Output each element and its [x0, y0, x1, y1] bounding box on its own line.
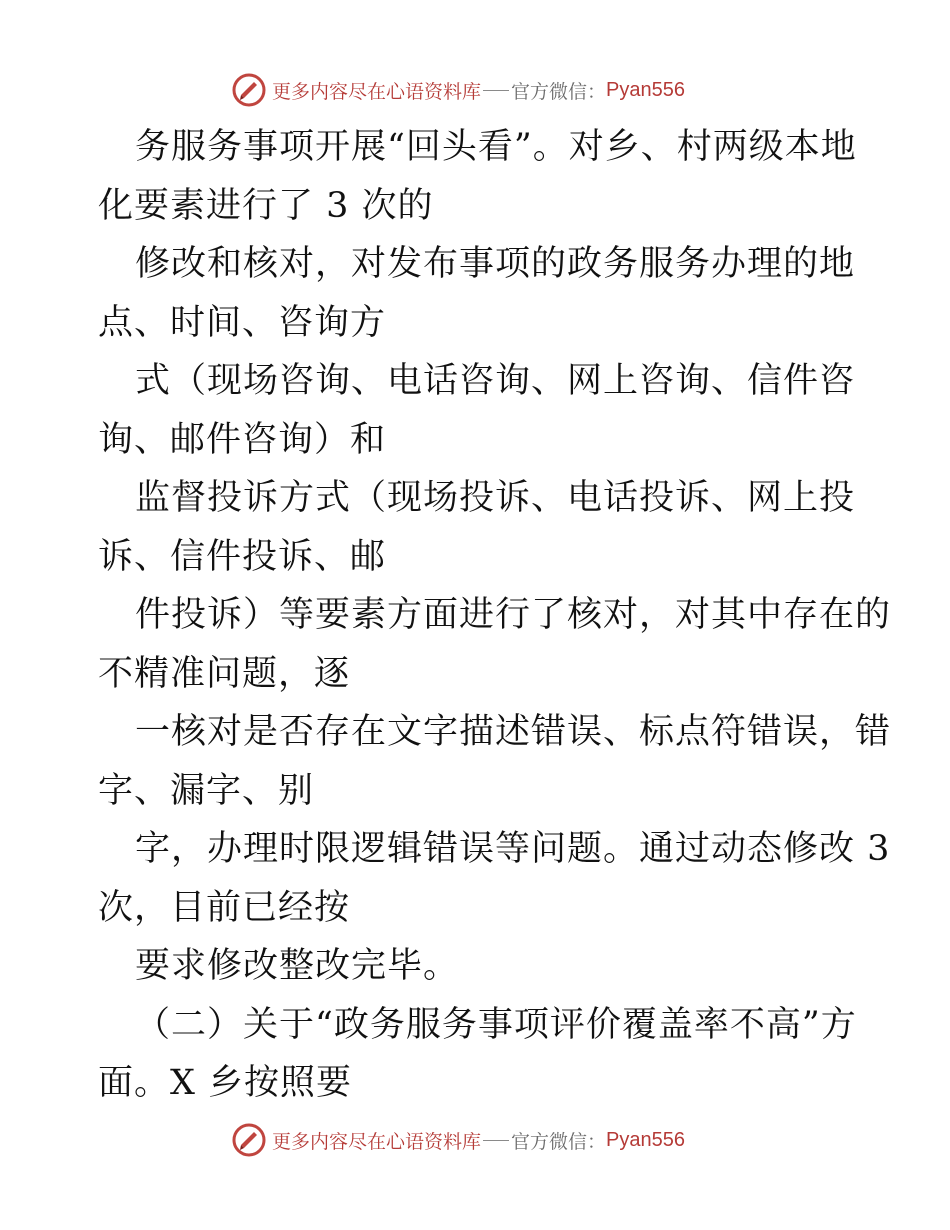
text-line: 一核对是否存在文字描述错误、标点符错误，错	[135, 712, 892, 752]
brand-logo-icon	[232, 1123, 266, 1157]
text-line: 要求修改整改完毕。	[135, 946, 460, 986]
text-line: 诉、信件投诉、邮	[98, 536, 387, 577]
banner-divider	[483, 90, 509, 91]
document-body	[98, 118, 892, 1113]
banner-official-label: 官方微信：	[511, 80, 607, 103]
banner-official-label: 官方微信：	[511, 1130, 607, 1153]
banner-text: 更多内容尽在心语资料库	[272, 80, 482, 103]
footer-banner	[232, 1120, 685, 1160]
banner-wechat-id: Pyan556	[606, 78, 685, 101]
text-line: 化要素进行了 3 次的	[98, 185, 434, 226]
text-line: 不精准问题，逐	[98, 653, 351, 694]
brand-logo-icon	[232, 73, 266, 107]
text-line: 字，办理时限逻辑错误等问题。通过动态修改 3	[135, 829, 891, 869]
text-line: 字、漏字、别	[98, 770, 315, 811]
banner-divider	[483, 1140, 509, 1141]
text-line: （二）关于“政务服务事项评价覆盖率不高”方	[135, 1004, 857, 1045]
text-line: 务服务事项开展“回头看”。对乡、村两级本地	[135, 127, 857, 167]
text-line: 监督投诉方式（现场投诉、电话投诉、网上投	[135, 478, 856, 518]
banner-text: 更多内容尽在心语资料库	[272, 1130, 482, 1153]
header-banner	[232, 70, 685, 110]
banner-wechat-id: Pyan556	[606, 1128, 685, 1151]
text-line: 询、邮件咨询）和	[98, 419, 387, 460]
text-line: 式（现场咨询、电话咨询、网上咨询、信件咨	[135, 361, 856, 401]
text-line: 次，目前已经按	[98, 887, 351, 928]
text-line: 修改和核对，对发布事项的政务服务办理的地	[135, 244, 856, 284]
text-line: 面。X 乡按照要	[98, 1063, 353, 1103]
text-line: 点、时间、咨询方	[98, 302, 387, 343]
text-line: 件投诉）等要素方面进行了核对，对其中存在的	[135, 595, 892, 635]
